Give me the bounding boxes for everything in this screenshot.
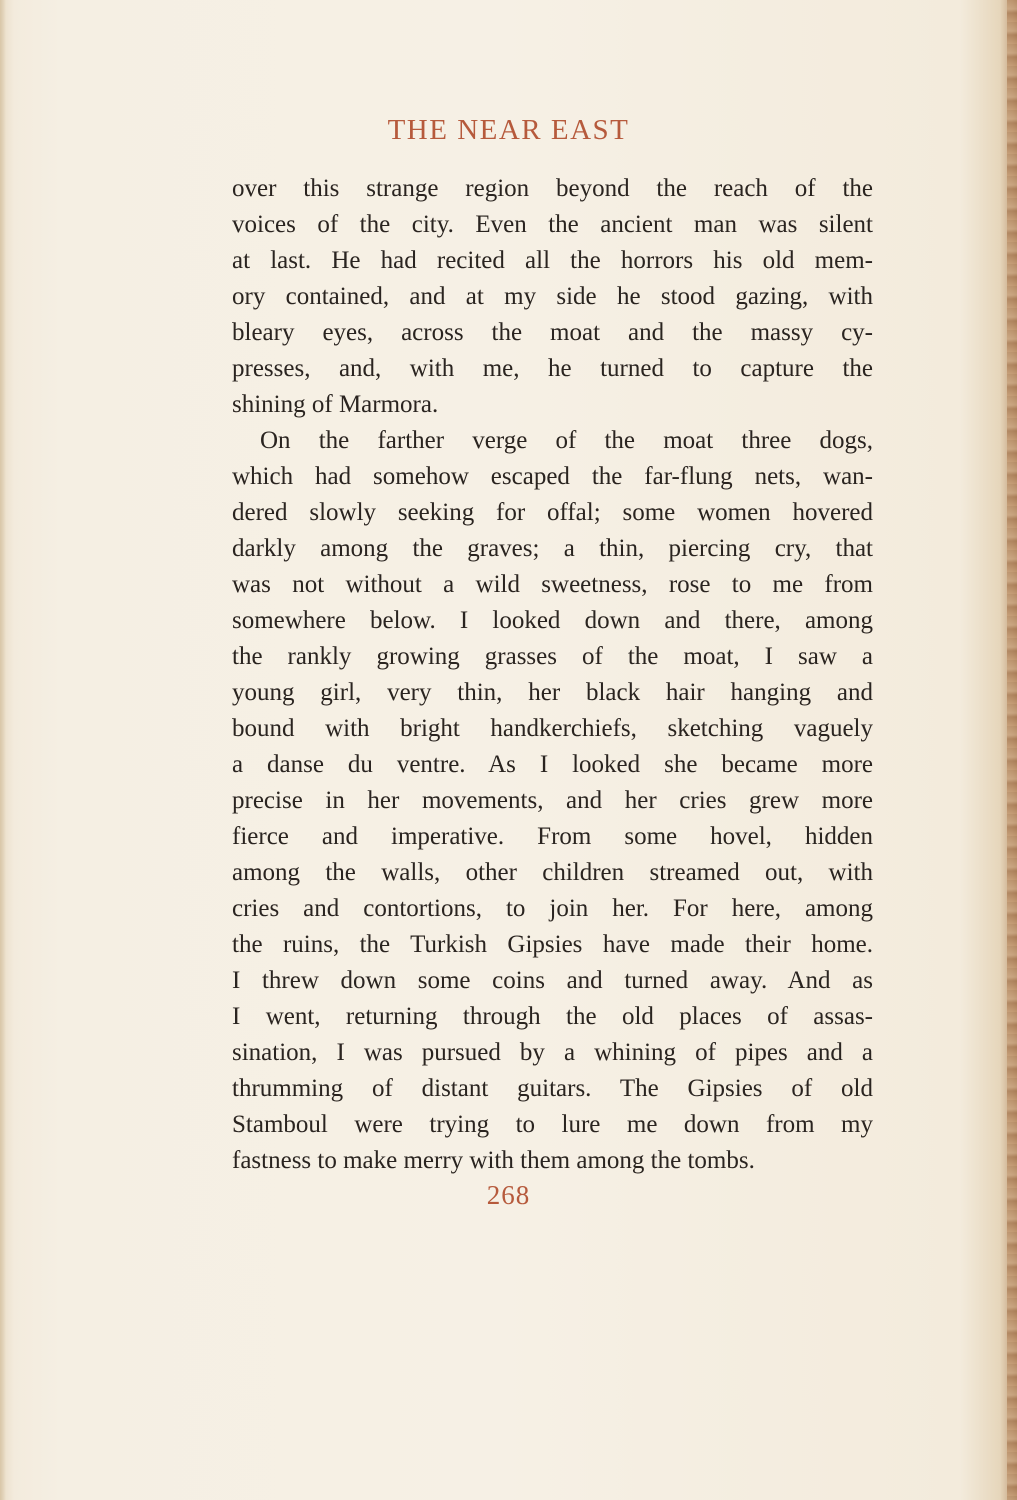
text-line: over this strange region beyond the reach of the bbox=[232, 175, 873, 202]
text-line: cries and contortions, to join her. For here, among bbox=[232, 895, 873, 922]
text-line: was not without a wild sweetness, rose to me from bbox=[232, 571, 873, 598]
text-line: I threw down some coins and turned away. And as bbox=[232, 967, 873, 994]
text-line: sination, I was pursued by a whining of pipes and a bbox=[232, 1039, 873, 1066]
text-line: voices of the city. Even the ancient man was silent bbox=[232, 211, 873, 238]
text-line: the ruins, the Turkish Gipsies have made their home. bbox=[232, 931, 873, 958]
page-number: 268 bbox=[486, 1180, 531, 1210]
text-line: precise in her movements, and her cries grew more bbox=[232, 787, 873, 814]
text-line: shining of Marmora. bbox=[232, 391, 439, 418]
running-head: THE NEAR EAST bbox=[387, 114, 630, 146]
text-line: among the walls, other children streamed out, with bbox=[232, 859, 873, 886]
text-line: dered slowly seeking for offal; some women hovered bbox=[232, 499, 873, 526]
paragraph-1 bbox=[232, 171, 873, 423]
text-line: the rankly growing grasses of the moat, I saw a bbox=[232, 643, 873, 670]
text-line: young girl, very thin, her black hair hanging and bbox=[232, 679, 873, 706]
page-gutter-shadow bbox=[0, 0, 6, 1500]
text-line: fastness to make merry with them among the tombs. bbox=[232, 1147, 755, 1174]
text-line: bleary eyes, across the moat and the massy cy- bbox=[232, 319, 873, 346]
text-line: I went, returning through the old places of assas- bbox=[232, 1003, 873, 1030]
text-line: On the farther verge of the moat three dogs, bbox=[260, 427, 873, 454]
text-line: presses, and, with me, he turned to capture the bbox=[232, 355, 873, 382]
text-line: which had somehow escaped the far-flung nets, wan- bbox=[232, 463, 873, 490]
text-line: fierce and imperative. From some hovel, hidden bbox=[232, 823, 873, 850]
text-line: thrumming of distant guitars. The Gipsies of old bbox=[232, 1075, 873, 1102]
text-line: darkly among the graves; a thin, piercing cry, that bbox=[232, 535, 873, 562]
text-line: Stamboul were trying to lure me down from my bbox=[232, 1111, 873, 1138]
text-line: bound with bright handkerchiefs, sketching vaguely bbox=[232, 715, 873, 742]
page-edge-foxing bbox=[1007, 0, 1017, 1500]
text-line: somewhere below. I looked down and there, among bbox=[232, 607, 873, 634]
body-text bbox=[232, 171, 873, 1179]
paragraph-2 bbox=[232, 423, 873, 1179]
text-line: a danse du ventre. As I looked she became more bbox=[232, 751, 873, 778]
text-line: at last. He had recited all the horrors his old mem- bbox=[232, 247, 873, 274]
text-line: ory contained, and at my side he stood gazing, with bbox=[232, 283, 873, 310]
